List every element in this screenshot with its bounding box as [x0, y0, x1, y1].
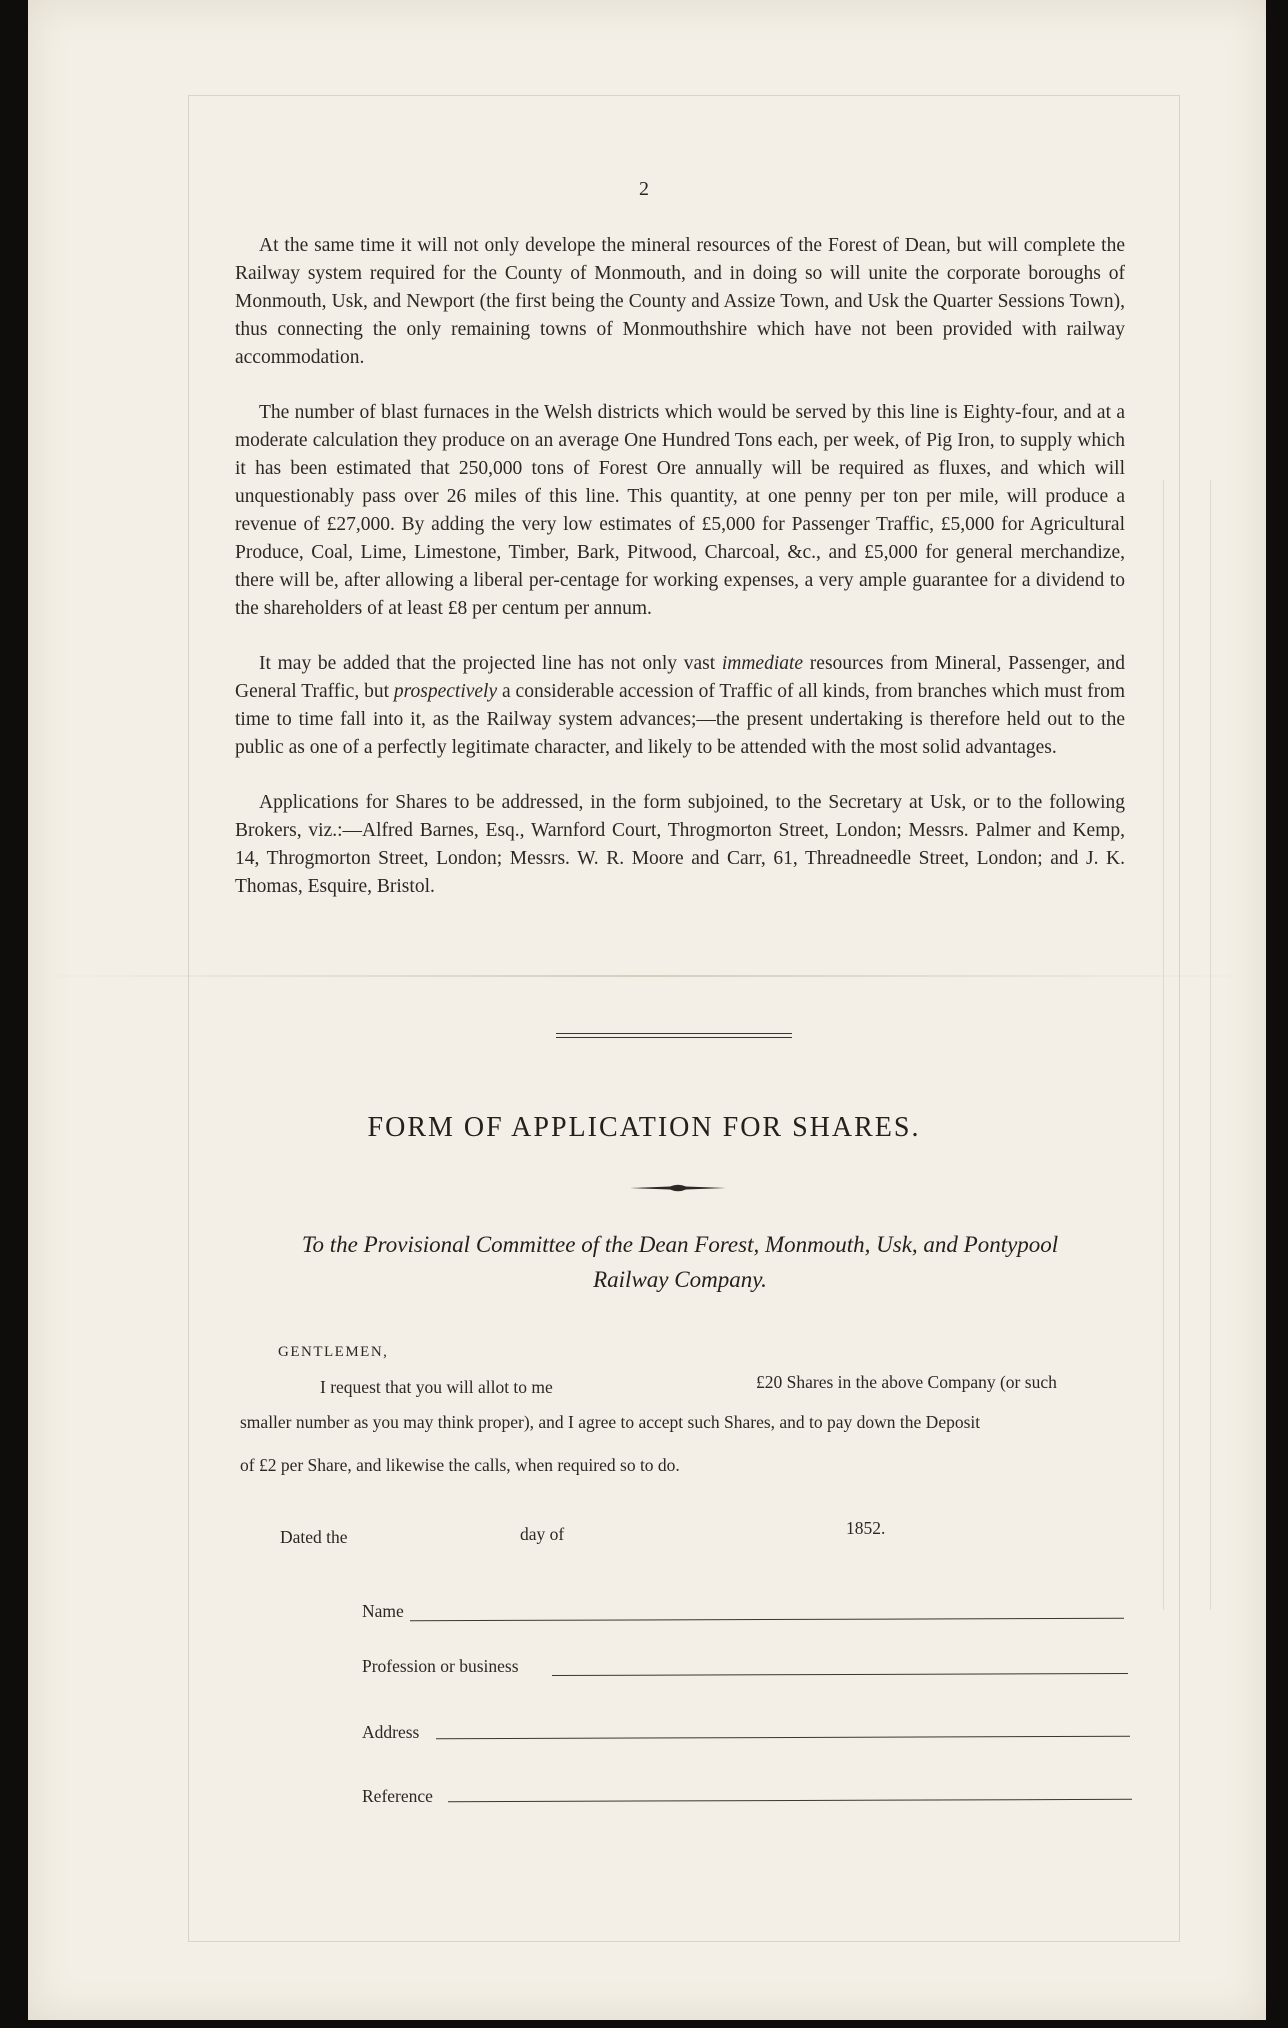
paragraph-resources: [235, 650, 1125, 762]
show-through-mark: [1163, 480, 1211, 1610]
addressee-line-2: Railway Company.: [593, 1267, 767, 1292]
addressee-line-1: To the Provisional Committee of the Dean Forest, Monmouth, Usk, and Pontypool: [301, 1232, 1059, 1257]
page-number: 2: [639, 178, 649, 200]
paragraph-resources-part3: a considerable accession of Traffic of all kinds, from branches which must from time to time fall into it, as the Railway system advances;—the present undertaking is therefore held out to the public as one of a perfectly legitimate character, and likely to be attended with the most solid advantages.: [235, 681, 1126, 758]
ornament-icon: [630, 1183, 726, 1193]
section-divider: [556, 1033, 792, 1041]
request-text-shares: £20 Shares in the above Company (or such: [756, 1372, 1057, 1392]
address-label: Address: [362, 1722, 420, 1742]
year-label: 1852.: [846, 1518, 886, 1538]
request-text-line2: smaller number as you may think proper), and I agree to accept such Shares, and to pay down the Deposit: [240, 1412, 981, 1432]
day-of-label: day of: [520, 1524, 565, 1544]
dated-the-label: Dated the: [280, 1527, 348, 1547]
emphasis-immediate: immediate: [721, 653, 804, 674]
paragraph-resources-part2: resources from Mineral, Passenger, and General Traffic, but: [235, 653, 1126, 702]
paragraph-blast-furnaces: The number of blast furnaces in the Welsh districts which would be served by this line is Eighty-four, and at a moderate calculation they produce on an average One Hundred Tons each, per week, of Pig Iron, to supply which it has been estimated that 250,000 tons of Forest Ore annually will be required as fluxes, and which will unquestionably pass over 26 miles of this line. This quantity, at one penny per ton per mile, will produce a revenue of £27,000. By adding the very low estimates of £5,000 for Passenger Traffic, £5,000 for Agricultural Produce, Coal, Lime, Limestone, Timber, Bark, Pitwood, Charcoal, &c., and £5,000 for general merchandize, there will be, after allowing a liberal per-centage for working expenses, a very ample guarantee for a dividend to the shareholders of at least £8 per centum per annum.: [235, 402, 1125, 619]
form-greeting: GENTLEMEN,: [278, 1344, 389, 1360]
name-label: Name: [362, 1601, 404, 1621]
paragraph-railway-system: At the same time it will not only develope the mineral resources of the Forest of Dean, but will complete the Railway system required for the County of Monmouth, and in doing so will unite the corporate boroughs of Monmouth, Usk, and Newport (the first being the County and Assize Town, and Usk the Quarter Sessions Town), thus connecting the only remaining towns of Monmouthshire which have not been provided with railway accommodation.: [235, 235, 1125, 368]
form-title: FORM OF APPLICATION FOR SHARES.: [367, 1112, 921, 1143]
request-text-line3: of £2 per Share, and likewise the calls, when required so to do.: [240, 1455, 680, 1475]
emphasis-prospectively: prospectively: [393, 681, 498, 702]
prospectus-text: [235, 232, 1125, 928]
form-addressee: [235, 1227, 1125, 1297]
paragraph-resources-part1: It may be added that the projected line has not only vast: [259, 653, 716, 674]
reference-label: Reference: [362, 1786, 433, 1806]
request-text-start: I request that you will allot to me: [320, 1377, 553, 1397]
paragraph-applications: Applications for Shares to be addressed, in the form subjoined, to the Secretary at Usk, or to the following Brokers, viz.:—Alfred Barnes, Esq., Warnford Court, Throgmorton Street, London; Messrs. Palmer and Kemp, 14, Throgmorton Street, London; Messrs. W. R. Moore and Carr, 61, Threadneedle Street, London; and J. K. Thomas, Esquire, Bristol.: [235, 792, 1125, 897]
profession-label: Profession or business: [362, 1656, 519, 1676]
